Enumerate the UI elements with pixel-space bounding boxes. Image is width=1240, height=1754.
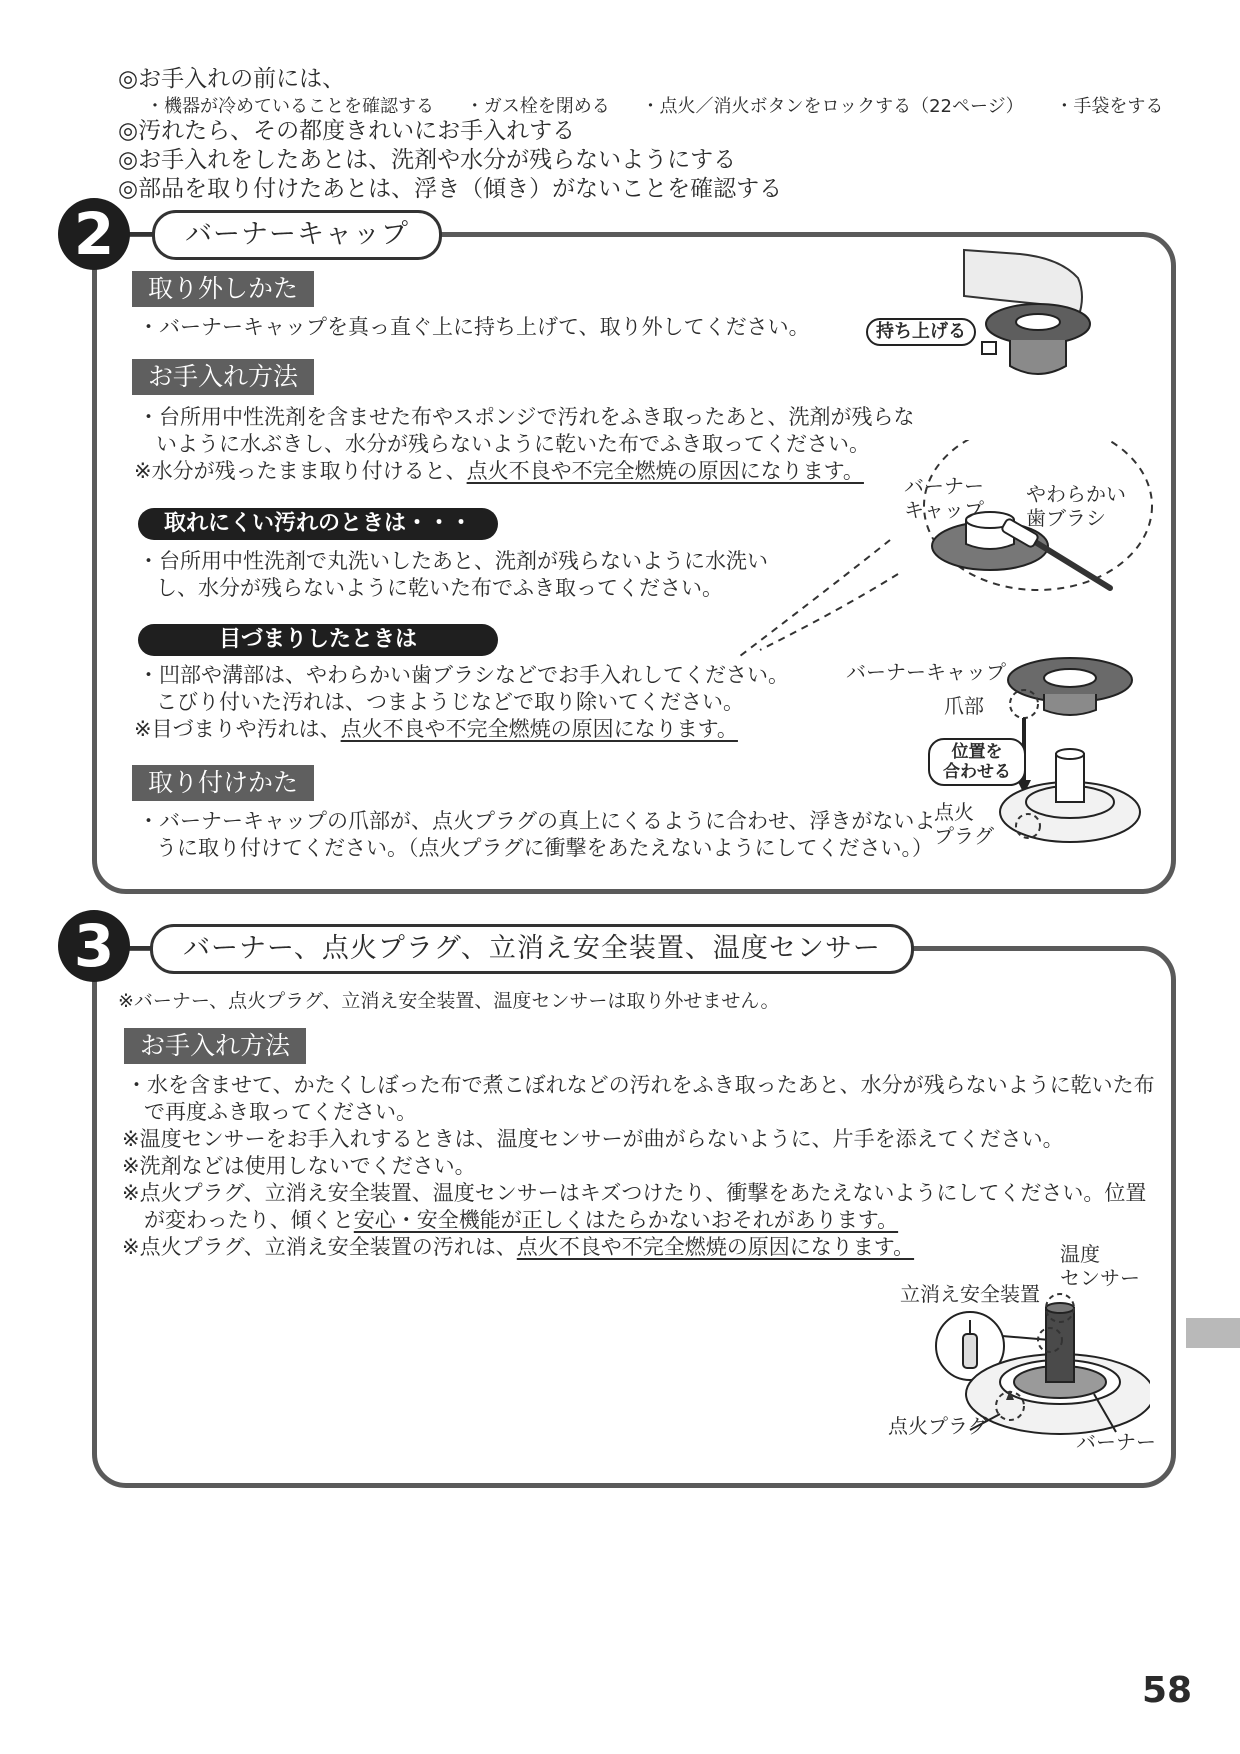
- care3-note-safety: [144, 1207, 898, 1234]
- check-cooled: ・機器が冷めていることを確認する: [146, 96, 434, 117]
- align-badge-line-2: 合わせる: [943, 762, 1011, 782]
- intro-checklist: [146, 92, 1189, 118]
- label-temp-sensor-top: 温度: [1060, 1242, 1100, 1266]
- care3-note-dirt-prefix: ※点火プラグ、立消え安全装置の汚れは、: [122, 1235, 517, 1259]
- stubborn-line-1: ・台所用中性洗剤で丸洗いしたあと、洗剤が残らないように水洗い: [138, 549, 768, 573]
- care3-note-no-detergent: ※洗剤などは使用しないでください。: [122, 1154, 476, 1178]
- intro-before-care: ◎お手入れの前には、: [118, 66, 346, 92]
- label-soft-brush-bottom: 歯ブラシ: [1026, 506, 1106, 530]
- heading-care-method: お手入れ方法: [132, 359, 314, 395]
- label-burner-cap-top: バーナー: [904, 474, 984, 498]
- check-gas-valve: ・ガス栓を閉める: [465, 96, 610, 117]
- label-temp-sensor-bottom: センサー: [1060, 1266, 1140, 1290]
- attach-line-2: うに取り付けてください。（点火プラグに衝撃をあたえないようにしてください。）: [156, 836, 933, 860]
- label-ignition-plug: 点火プラグ: [888, 1414, 988, 1438]
- intro-clean-each-time: ◎汚れたら、その都度きれいにお手入れする: [118, 118, 576, 144]
- clogged-line-2: こびり付いた汚れは、つまようじなどで取り除いてください。: [156, 690, 744, 714]
- page-number: 58: [1142, 1670, 1193, 1711]
- clogged-warning: [134, 716, 738, 743]
- care-line-2: いように水ぶきし、水分が残らないように乾いた布でふき取ってください。: [156, 432, 870, 456]
- label-claw: 爪部: [944, 694, 984, 718]
- intro-no-residue: ◎お手入れをしたあとは、洗剤や水分が残らないようにする: [118, 147, 737, 173]
- care-warning-prefix: ※水分が残ったまま取り付けると、: [134, 459, 467, 483]
- care-line-1: ・台所用中性洗剤を含ませた布やスポンジで汚れをふき取ったあと、洗剤が残らな: [138, 405, 915, 429]
- care3-note-dirt-emphasis: 点火不良や不完全燃焼の原因になります。: [516, 1235, 915, 1259]
- remove-instructions: ・バーナーキャップを真っ直ぐ上に持ち上げて、取り外してください。: [138, 315, 810, 339]
- care3-note-sensor: ※温度センサーをお手入れするときは、温度センサーが曲がらないように、片手を添えてください。: [122, 1127, 1064, 1151]
- label-ignition-plug-top: 点火: [934, 800, 974, 824]
- align-badge-line-1: 位置を: [951, 742, 1003, 762]
- heading-care-method-3: お手入れ方法: [124, 1028, 306, 1064]
- heading-clogged: 目づまりしたときは: [138, 624, 498, 656]
- clogged-warning-emphasis: 点火不良や不完全燃焼の原因になります。: [340, 717, 738, 741]
- care3-note-dirt: [122, 1234, 914, 1261]
- section-title-burner-parts: バーナー、点火プラグ、立消え安全装置、温度センサー: [150, 924, 914, 974]
- align-badge: [928, 738, 1026, 786]
- clogged-line-1: ・凹部や溝部は、やわらかい歯ブラシなどでお手入れしてください。: [138, 663, 789, 687]
- side-index-tab: [1186, 1318, 1240, 1348]
- heading-remove: 取り外しかた: [132, 271, 314, 307]
- care3-line-1: ・水を含ませて、かたくしぼった布で煮こぼれなどの汚れをふき取ったあと、水分が残らないように乾いた布: [126, 1073, 1155, 1097]
- care3-note-safety-emphasis: 安心・安全機能が正しくはたらかないおそれがあります。: [353, 1208, 899, 1232]
- section-number-3: 3: [58, 910, 130, 982]
- label-ignition-plug-bottom: プラグ: [934, 824, 994, 848]
- check-lock-button: ・点火／消火ボタンをロックする（22ページ）: [641, 96, 1024, 117]
- care3-note-no-impact: ※点火プラグ、立消え安全装置、温度センサーはキズつけたり、衝撃をあたえないようにしてください。位置: [122, 1181, 1147, 1205]
- care-warning-emphasis: 点火不良や不完全燃焼の原因になります。: [466, 459, 864, 483]
- non-removable-note: ※バーナー、点火プラグ、立消え安全装置、温度センサーは取り外せません。: [118, 990, 780, 1012]
- brush-cleaning-illustration: [740, 440, 1160, 660]
- heading-attach: 取り付けかた: [132, 765, 314, 801]
- attach-line-1: ・バーナーキャップの爪部が、点火プラグの真上にくるように合わせ、浮きがないよ: [138, 809, 936, 833]
- lift-cap-illustration: [960, 248, 1100, 386]
- care3-line-2: で再度ふき取ってください。: [144, 1100, 417, 1124]
- label-burner: バーナー: [1076, 1430, 1156, 1454]
- label-burner-cap-bottom: キャップ: [904, 498, 984, 522]
- heading-stubborn-dirt: 取れにくい汚れのときは・・・: [138, 508, 498, 540]
- section-title-burner-cap: バーナーキャップ: [152, 210, 442, 260]
- check-gloves: ・手袋をする: [1055, 96, 1164, 117]
- stubborn-line-2: し、水分が残らないように乾いた布でふき取ってください。: [156, 576, 723, 600]
- label-burner-cap: バーナーキャップ: [846, 660, 1006, 684]
- intro-check-tilt: ◎部品を取り付けたあとは、浮き（傾き）がないことを確認する: [118, 176, 783, 202]
- label-soft-brush-top: やわらかい: [1026, 482, 1126, 506]
- care3-note-safety-prefix: が変わったり、傾くと: [144, 1208, 354, 1232]
- label-flame-safety-device: 立消え安全装置: [900, 1282, 1040, 1306]
- lift-badge: 持ち上げる: [866, 318, 976, 346]
- section-number-2: 2: [58, 198, 130, 270]
- clogged-warning-prefix: ※目づまりや汚れは、: [134, 717, 341, 741]
